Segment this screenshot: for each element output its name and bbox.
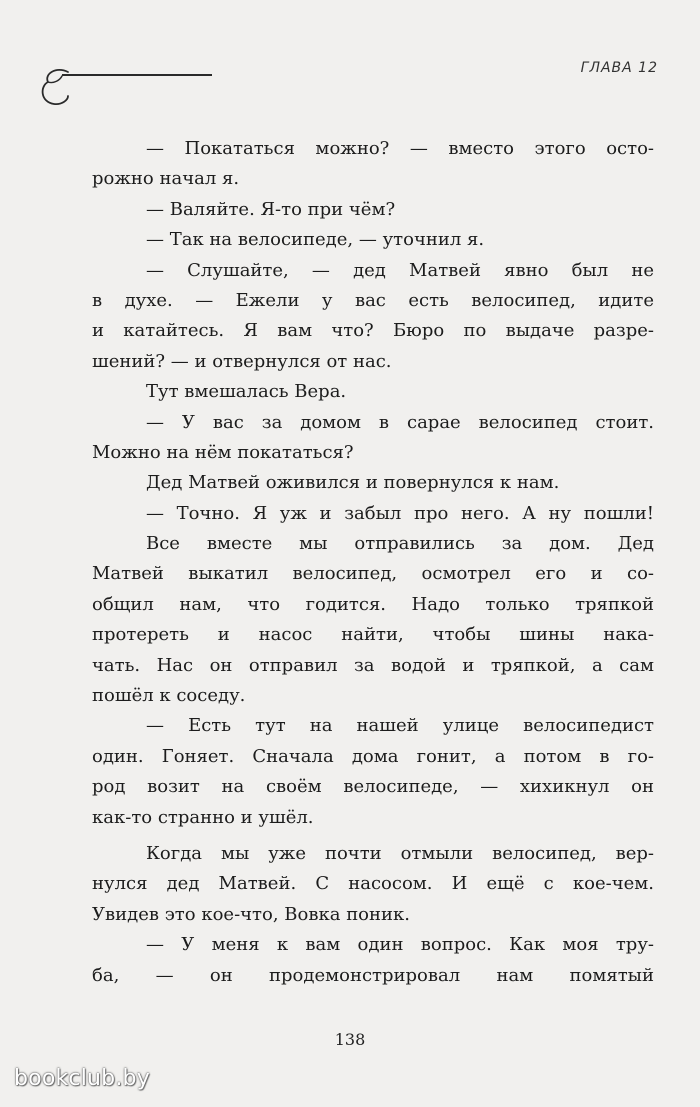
- text-line: Все вместе мы отправились за дом. Дед: [146, 533, 654, 555]
- text-line: рожно начал я.: [92, 168, 240, 190]
- text-line: — Точно. Я уж и забыл про него. А ну пошли!: [146, 502, 654, 524]
- watermark: bookclub.by: [14, 1066, 150, 1091]
- text-line: Дед Матвей оживился и повернулся к нам.: [146, 472, 560, 494]
- text-line: и катайтесь. Я вам что? Бюро по выдаче разре-: [92, 320, 654, 342]
- page-number: 138: [334, 1030, 366, 1049]
- text-line: Можно на нём покататься?: [92, 441, 354, 463]
- text-line: — У меня к вам один вопрос. Как моя тру-: [146, 934, 654, 956]
- header-rule: [62, 74, 212, 76]
- text-line: как-то странно и ушёл.: [92, 806, 314, 828]
- text-line: один. Гоняет. Сначала дома гонит, а потом в го-: [92, 745, 654, 767]
- text-line: протереть и насос найти, чтобы шины нака-: [92, 624, 654, 646]
- text-line: — Покататься можно? — вместо этого осто-: [146, 138, 654, 159]
- chapter-ornament-icon: [38, 66, 78, 112]
- chapter-label: ГЛАВА 12: [580, 60, 658, 76]
- text-line: Когда мы уже почти отмыли велосипед, вер-: [146, 842, 654, 864]
- body-text: [92, 134, 654, 991]
- text-line: — У вас за домом в сарае велосипед стоит.: [146, 411, 654, 433]
- text-line: — Слушайте, — дед Матвей явно был не: [146, 259, 654, 281]
- text-line: ба, — он продемонстрировал нам помятый: [92, 964, 654, 986]
- text-line: — Валяйте. Я-то при чём?: [146, 198, 396, 220]
- text-line: Матвей выкатил велосипед, осмотрел его и со-: [92, 563, 654, 585]
- text-line: род возит на своём велосипеде, — хихикнул он: [92, 776, 654, 798]
- text-line: — Есть тут на нашей улице велосипедист: [146, 715, 654, 737]
- text-line: Тут вмешалась Вера.: [146, 381, 347, 403]
- text-line: шений? — и отвернулся от нас.: [92, 350, 392, 372]
- text-line: общил нам, что годится. Надо только тряпкой: [92, 593, 654, 615]
- text-line: Увидев это кое-что, Вовка поник.: [92, 903, 410, 925]
- text-line: — Так на велосипеде, — уточнил я.: [146, 229, 485, 251]
- text-line: в духе. — Ежели у вас есть велосипед, идите: [92, 289, 654, 311]
- text-line: нулся дед Матвей. С насосом. И ещё с кое-чем.: [92, 873, 654, 895]
- text-line: пошёл к соседу.: [92, 685, 246, 707]
- text-line: чать. Нас он отправил за водой и тряпкой, а сам: [92, 654, 654, 676]
